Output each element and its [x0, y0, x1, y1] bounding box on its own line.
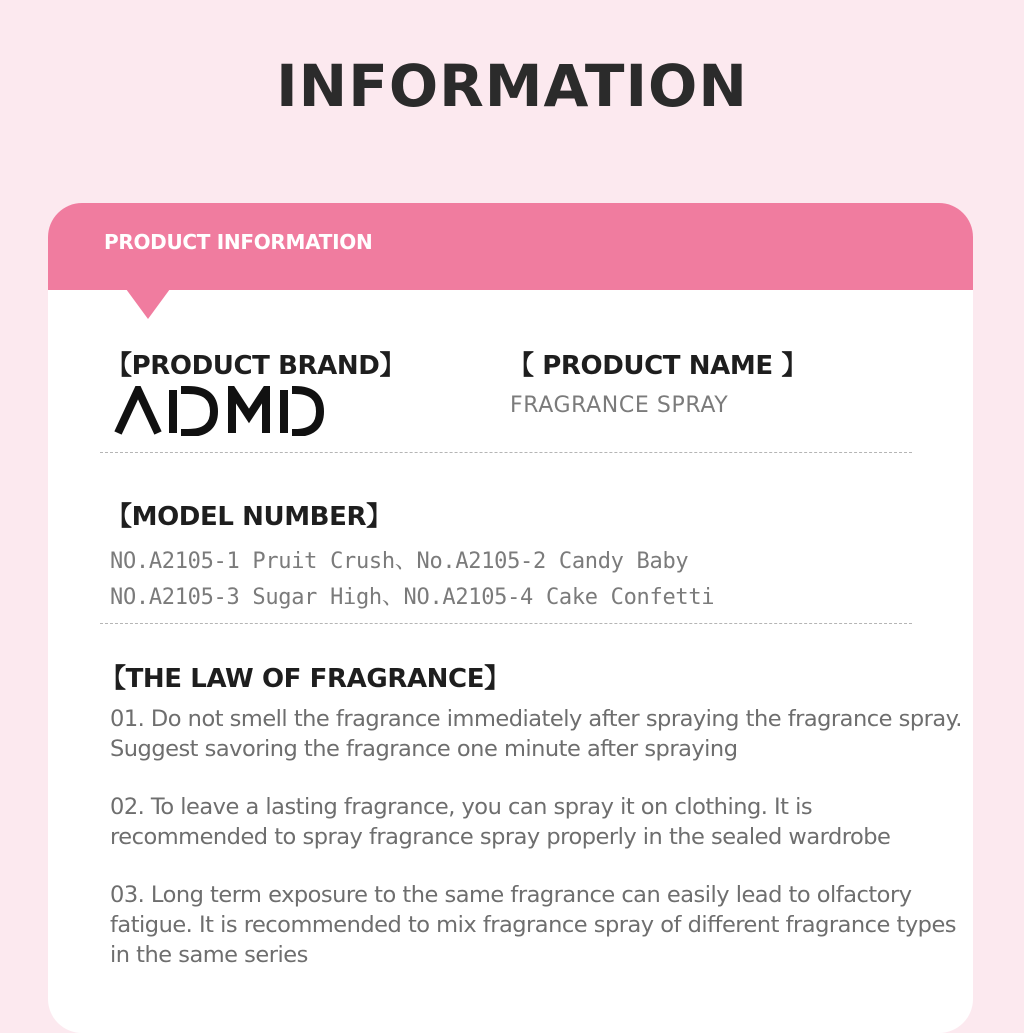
model-number-label: 【MODEL NUMBER】	[106, 502, 392, 532]
model-number-line: NO.A2105-1 Pruit Crush、No.A2105-2 Candy Baby	[110, 549, 689, 574]
divider	[100, 452, 912, 453]
law-item: 02. To leave a lasting fragrance, you can spray it on clothing. It is recommended to spray fragrance spray properly in the sealed wardrobe	[110, 794, 891, 850]
divider	[100, 623, 912, 624]
product-name-value: FRAGRANCE SPRAY	[510, 393, 729, 418]
law-item: 03. Long term exposure to the same fragrance can easily lead to olfactory fatigue. It is recommended to mix fragrance spray of different fragrance types in the same series	[110, 882, 957, 968]
law-item: 01. Do not smell the fragrance immediately after spraying the fragrance spray. Suggest savoring the fragrance one minute after spraying	[110, 706, 962, 762]
product-info-card	[48, 203, 973, 1033]
card-header-label: PRODUCT INFORMATION	[104, 230, 373, 254]
brand-logo	[114, 386, 324, 436]
model-number-line: NO.A2105-3 Sugar High、NO.A2105-4 Cake Confetti	[110, 585, 715, 610]
product-name-label: 【 PRODUCT NAME 】	[508, 351, 807, 381]
law-of-fragrance-label: 【THE LAW OF FRAGRANCE】	[100, 664, 510, 694]
product-brand-label: 【PRODUCT BRAND】	[106, 351, 406, 381]
header-pointer	[126, 289, 170, 319]
card-header	[48, 203, 973, 290]
page-title: INFORMATION	[276, 52, 748, 120]
